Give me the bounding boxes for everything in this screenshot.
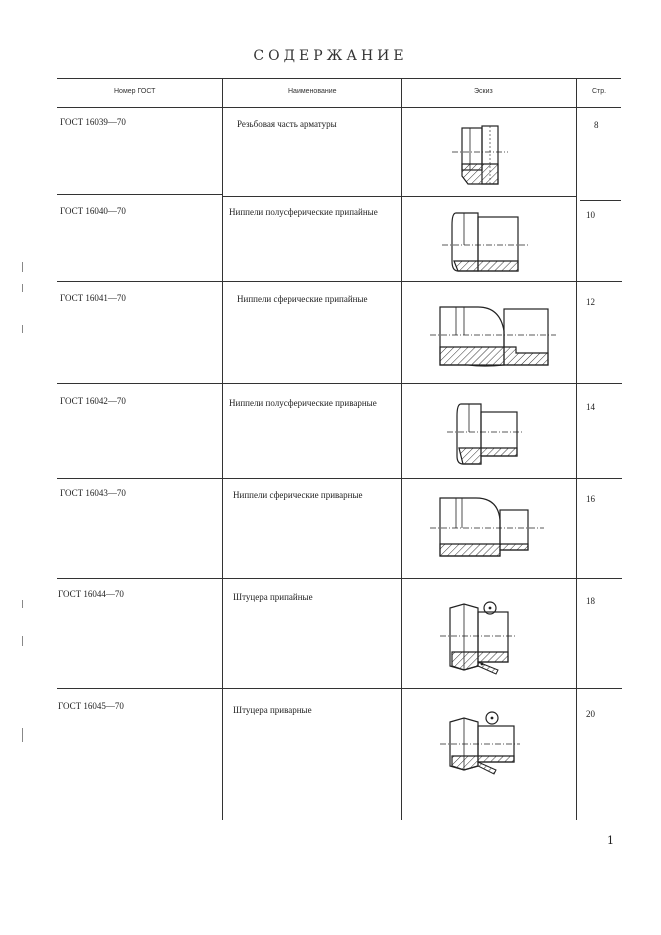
gost-number: ГОСТ 16040—70 xyxy=(60,206,126,216)
header-name: Наименование xyxy=(288,88,337,95)
row-separator xyxy=(57,383,622,384)
item-name: Ниппели полусферические припайные xyxy=(229,207,378,217)
page-ref: 20 xyxy=(586,709,595,719)
gost-number: ГОСТ 16045—70 xyxy=(58,701,124,711)
header-page: Стр. xyxy=(592,88,607,95)
page-ref: 18 xyxy=(586,596,595,606)
table-top-rule xyxy=(57,78,621,79)
item-name: Резьбовая часть арматуры xyxy=(237,119,337,129)
item-name: Штуцера припайные xyxy=(233,592,313,602)
gost-number: ГОСТ 16039—70 xyxy=(60,117,126,127)
column-divider xyxy=(222,78,223,820)
row-separator xyxy=(57,281,622,282)
item-name: Ниппели сферические приварные xyxy=(233,490,363,500)
gost-number: ГОСТ 16044—70 xyxy=(58,589,124,599)
page-ref: 8 xyxy=(594,120,599,130)
row-separator xyxy=(57,478,622,479)
gost-number: ГОСТ 16043—70 xyxy=(60,488,126,498)
column-divider xyxy=(401,78,402,820)
row-separator xyxy=(57,578,622,579)
margin-mark xyxy=(22,636,23,646)
spherical-nipple-weld-icon xyxy=(428,490,548,562)
page-ref: 10 xyxy=(586,210,595,220)
hemispherical-nipple-weld-icon xyxy=(445,398,525,470)
row-separator xyxy=(222,196,576,197)
column-divider xyxy=(576,78,577,820)
hemispherical-nipple-solder-icon xyxy=(440,205,530,277)
union-weld-icon xyxy=(438,708,522,776)
header-sketch: Эскиз xyxy=(474,88,493,95)
margin-mark xyxy=(22,600,23,608)
spherical-nipple-solder-icon xyxy=(428,295,558,375)
page-ref: 16 xyxy=(586,494,595,504)
row-separator xyxy=(57,688,622,689)
margin-mark xyxy=(22,262,23,272)
row-separator xyxy=(57,194,222,195)
gost-number: ГОСТ 16041—70 xyxy=(60,293,126,303)
page-ref: 12 xyxy=(586,297,595,307)
item-name: Штуцера приварные xyxy=(233,705,312,715)
threaded-part-icon xyxy=(450,120,516,186)
margin-mark xyxy=(22,325,23,333)
header-bottom-rule xyxy=(57,107,621,108)
margin-mark xyxy=(22,284,23,292)
margin-mark xyxy=(22,728,23,742)
item-name: Ниппели сферические припайные xyxy=(237,294,368,304)
page-number: 1 xyxy=(607,834,614,847)
page-ref: 14 xyxy=(586,402,595,412)
item-name: Ниппели полусферические приварные xyxy=(229,398,377,408)
gost-number: ГОСТ 16042—70 xyxy=(60,396,126,406)
header-number: Номер ГОСТ xyxy=(114,88,156,95)
union-solder-icon xyxy=(438,598,518,678)
page-title: СОДЕРЖАНИЕ xyxy=(253,48,408,64)
row-separator xyxy=(580,200,621,201)
